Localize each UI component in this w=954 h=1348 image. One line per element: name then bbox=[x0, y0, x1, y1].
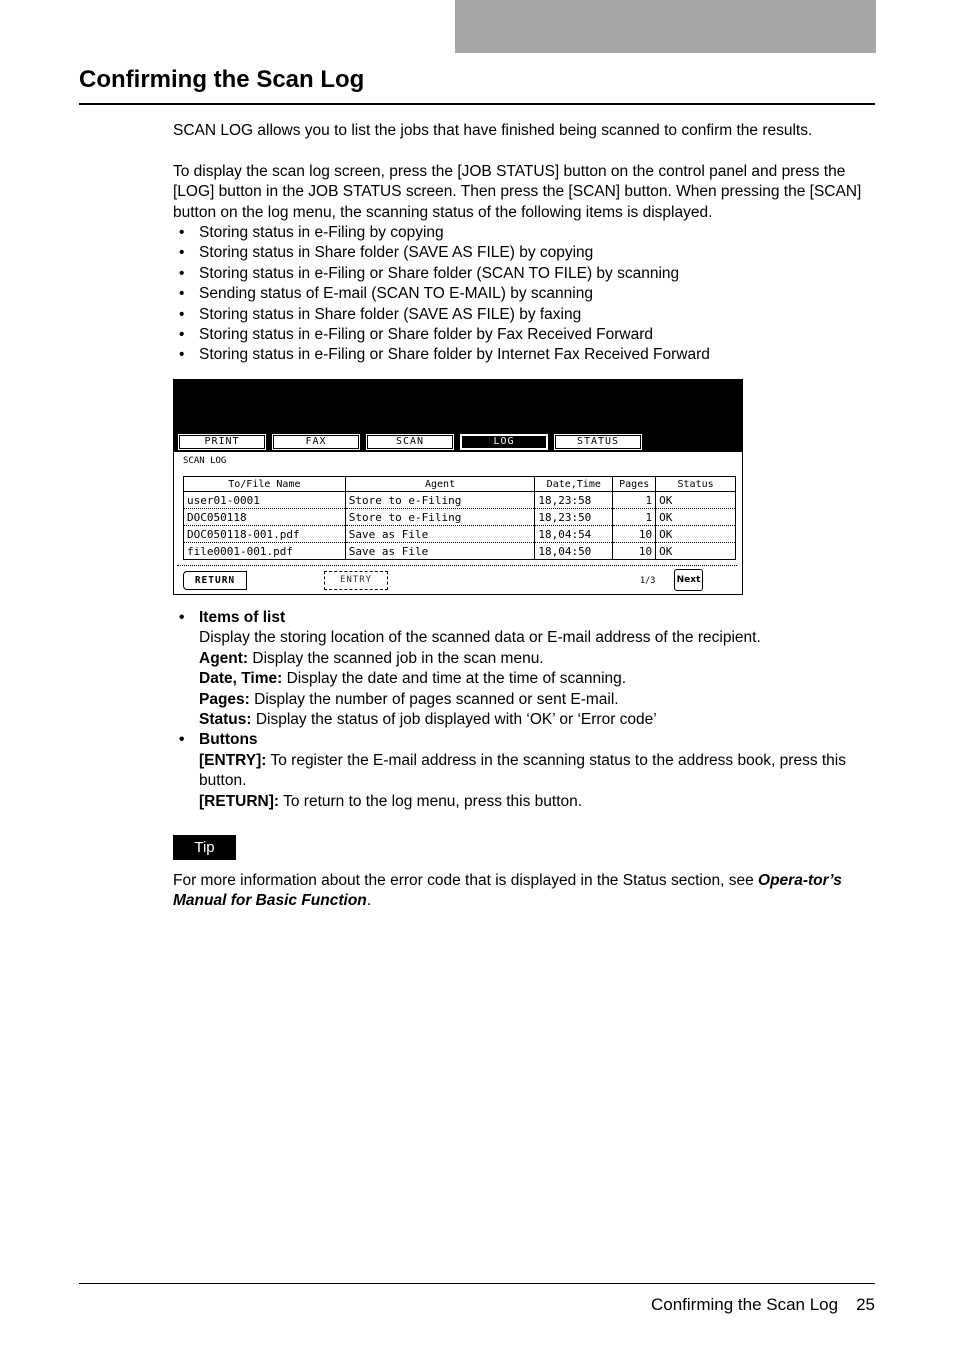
table-row[interactable] bbox=[184, 526, 736, 543]
table-row[interactable] bbox=[184, 492, 736, 509]
cell-agent: Save as File bbox=[345, 526, 535, 543]
pages-description: Display the number of pages scanned or sent E-mail. bbox=[249, 690, 619, 708]
cell-pages: 1 bbox=[613, 509, 656, 526]
tab-print[interactable]: PRINT bbox=[178, 434, 266, 450]
tip-text-before: For more information about the error code that is displayed in the Status section, see bbox=[173, 872, 759, 889]
page-indicator: 1/3 bbox=[640, 576, 656, 586]
cell-status: OK bbox=[656, 509, 736, 526]
cell-date-time: 18,23:58 bbox=[535, 492, 613, 509]
entry-description: To register the E-mail address in the scanning status to the address book, press this button. bbox=[199, 751, 847, 790]
cell-status: OK bbox=[656, 492, 736, 509]
header-bar bbox=[455, 0, 876, 53]
manual-reference: Opera-tor’s Manual for Basic Function bbox=[173, 872, 842, 910]
cell-file-name: file0001-001.pdf bbox=[184, 543, 346, 560]
list-description: Display the storing location of the scanned data or E-mail address of the recipient. bbox=[199, 629, 761, 647]
table-row[interactable] bbox=[184, 509, 736, 526]
intro-paragraph: SCAN LOG allows you to list the jobs that have finished being scanned to confirm the results. bbox=[173, 122, 813, 139]
tab-fax[interactable]: FAX bbox=[272, 434, 360, 450]
list-item: • Storing status in e-Filing or Share folder (SCAN TO FILE) by scanning bbox=[173, 264, 873, 284]
return-description: To return to the log menu, press this button. bbox=[279, 792, 583, 810]
display-instructions: To display the scan log screen, press the [JOB STATUS] button on the control panel and press the [LOG] button in the JOB STATUS screen. Then press the [SCAN] button. When pressing the [SCAN] button on the log menu, the scanning status of the following items is displayed. bbox=[173, 163, 862, 221]
entry-button[interactable]: ENTRY bbox=[324, 571, 388, 590]
cell-pages: 1 bbox=[613, 492, 656, 509]
return-button[interactable]: RETURN bbox=[183, 571, 247, 590]
cell-agent: Store to e-Filing bbox=[345, 492, 535, 509]
table-row[interactable] bbox=[184, 543, 736, 560]
footer bbox=[651, 1295, 875, 1315]
agent-description: Display the scanned job in the scan menu. bbox=[248, 649, 544, 667]
list-item: • Storing status in e-Filing by copying bbox=[173, 223, 873, 243]
status-items-list bbox=[173, 223, 873, 366]
cell-file-name: user01-0001 bbox=[184, 492, 346, 509]
scan-log-table bbox=[183, 476, 736, 560]
screen-divider bbox=[177, 565, 737, 566]
list-item: • Storing status in Share folder (SAVE AS FILE) by copying bbox=[173, 243, 873, 263]
title-rule bbox=[79, 103, 875, 105]
table-header-row bbox=[184, 477, 736, 492]
footer-section-title: Confirming the Scan Log bbox=[650, 1295, 839, 1314]
cell-pages: 10 bbox=[613, 543, 656, 560]
cell-pages: 10 bbox=[613, 526, 656, 543]
list-item: • Storing status in e-Filing or Share folder by Fax Received Forward bbox=[173, 325, 873, 345]
status-label: Status: bbox=[199, 711, 252, 729]
tip-text bbox=[173, 871, 863, 912]
return-label: [RETURN]: bbox=[199, 792, 280, 810]
date-time-label: Date, Time: bbox=[199, 670, 283, 688]
scan-log-screen bbox=[173, 379, 743, 595]
column-header: To/File Name bbox=[184, 477, 346, 492]
agent-label: Agent: bbox=[199, 649, 249, 667]
cell-date-time: 18,04:54 bbox=[535, 526, 613, 543]
date-time-description: Display the date and time at the time of scanning. bbox=[282, 670, 627, 688]
cell-file-name: DOC050118 bbox=[184, 509, 346, 526]
page-title: Confirming the Scan Log bbox=[79, 66, 365, 93]
tip-text-after: . bbox=[366, 892, 372, 910]
list-item: • Sending status of E-mail (SCAN TO E-MAIL) by scanning bbox=[173, 284, 873, 304]
column-header: Status bbox=[656, 477, 736, 492]
cell-status: OK bbox=[656, 526, 736, 543]
cell-agent: Save as File bbox=[345, 543, 535, 560]
column-header: Agent bbox=[345, 477, 535, 492]
list-item: • Storing status in Share folder (SAVE AS FILE) by faxing bbox=[173, 305, 873, 325]
cell-agent: Store to e-Filing bbox=[345, 509, 535, 526]
tab-status[interactable]: STATUS bbox=[554, 434, 642, 450]
tip-label: Tip bbox=[173, 835, 236, 860]
list-item: • Storing status in e-Filing or Share folder by Internet Fax Received Forward bbox=[173, 345, 873, 365]
tab-scan[interactable]: SCAN bbox=[366, 434, 454, 450]
scan-log-label: SCAN LOG bbox=[183, 456, 227, 466]
cell-date-time: 18,23:50 bbox=[535, 509, 613, 526]
column-header: Date,Time bbox=[535, 477, 613, 492]
footer-rule bbox=[79, 1283, 875, 1284]
items-of-list-section bbox=[173, 608, 873, 730]
cell-status: OK bbox=[656, 543, 736, 560]
entry-label: [ENTRY]: bbox=[199, 751, 267, 769]
field-descriptions bbox=[173, 608, 873, 812]
buttons-section bbox=[173, 730, 873, 812]
tab-log[interactable]: LOG bbox=[460, 434, 548, 450]
page-number: 25 bbox=[856, 1295, 875, 1314]
cell-date-time: 18,04:50 bbox=[535, 543, 613, 560]
column-header: Pages bbox=[613, 477, 656, 492]
cell-file-name: DOC050118-001.pdf bbox=[184, 526, 346, 543]
buttons-heading: • Buttons bbox=[199, 731, 258, 749]
items-heading: • Items of list bbox=[199, 609, 286, 626]
next-button[interactable]: Next bbox=[674, 569, 703, 591]
status-description: Display the status of job displayed with ‘OK’ or ‘Error code’ bbox=[251, 711, 657, 729]
pages-label: Pages: bbox=[199, 690, 250, 708]
